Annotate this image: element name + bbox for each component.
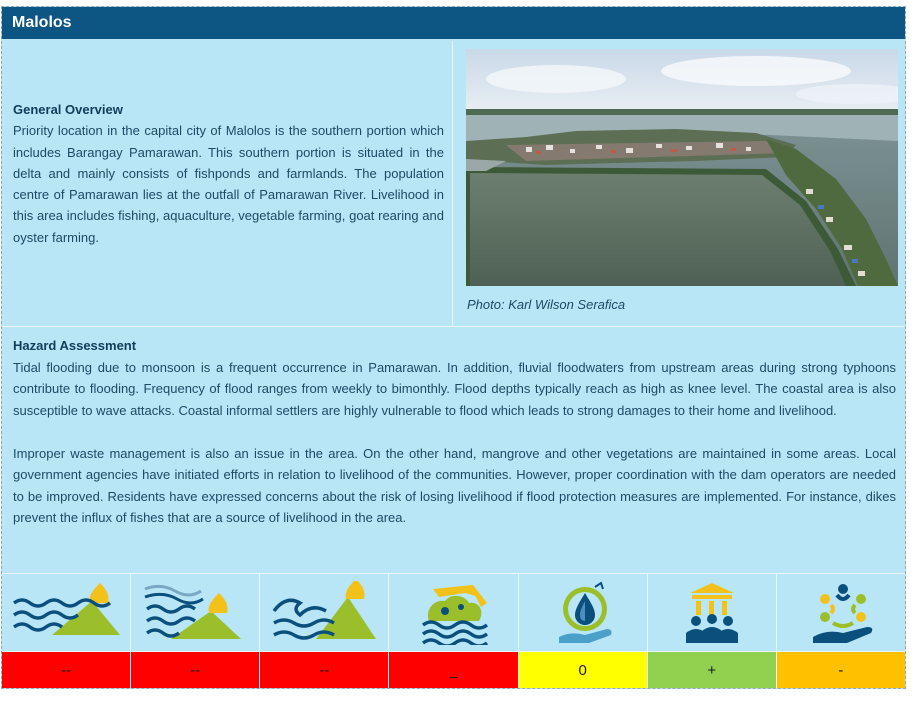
- indicator-icon-row: [2, 573, 905, 651]
- river-flood-icon: [141, 581, 249, 645]
- overview-body: Priority location in the capital city of Malolos is the southern portion which includes Barangay Pamarawan. This southern portion is situated in the delta and mainly consists of fishponds and farmlands. The population centre of Pamarawan lies at the outfall of Pamarawan River. Livelihood in this area includes fishing, aquaculture, vegetable farming, goat rearing and oyster farming.: [13, 123, 444, 245]
- aerial-photo: [466, 49, 898, 286]
- governance-community-icon: [658, 581, 766, 645]
- rating-cell: --: [2, 652, 131, 688]
- rating-cell: --: [260, 652, 389, 688]
- rating-cell: _: [389, 652, 518, 688]
- hazard-paragraph: Improper waste management is also an issue in the area. On the other hand, mangrove and other vegetations are maintained in some areas. Local government agencies have initiated efforts in relation to livelihood of the communities. However, proper coordination with the dam operators are needed to be improved. Residents have expressed concerns about the risk of losing livelihood if flood protection measures are implemented. For instance, dikes prevent the influx of fishes that are a source of livelihood in the area.: [13, 445, 896, 525]
- tidal-flood-icon: [12, 581, 120, 645]
- indicator-cell: [260, 574, 389, 651]
- community-support-icon: [787, 581, 895, 645]
- overview-title: General Overview: [13, 102, 123, 117]
- water-resource-icon: [529, 581, 637, 645]
- hazard-assessment-section: [2, 326, 905, 572]
- hazard-title: Hazard Assessment: [13, 338, 137, 353]
- indicator-cell: [389, 574, 518, 651]
- card-header: [2, 7, 905, 39]
- waste-management-icon: [399, 581, 507, 645]
- indicator-cell: [648, 574, 777, 651]
- indicator-rating-row: [2, 651, 905, 688]
- indicator-cell: [131, 574, 260, 651]
- rating-cell: 0: [519, 652, 648, 688]
- general-overview-section: [2, 41, 453, 326]
- indicator-cell: [777, 574, 905, 651]
- rating-cell: --: [131, 652, 260, 688]
- rating-cell: +: [648, 652, 777, 688]
- indicator-cell: [2, 574, 131, 651]
- indicator-cell: [519, 574, 648, 651]
- wave-attack-icon: [270, 581, 378, 645]
- photo-credit: Photo: Karl Wilson Serafica: [467, 297, 626, 312]
- photo-section: [454, 41, 905, 326]
- location-title: Malolos: [12, 14, 72, 31]
- location-card: [1, 6, 906, 689]
- hazard-paragraph: Tidal flooding due to monsoon is a frequent occurrence in Pamarawan. In addition, fluvial floodwaters from upstream areas during strong typhoons contribute to flooding. Frequency of flood ranges from weekly to bimonthly. Flood depths typically reach as high as knee level. The coastal area is also susceptible to wave attacks. Coastal informal settlers are highly vulnerable to flood which leads to strong damages to their home and livelihood.: [13, 359, 896, 418]
- rating-cell: -: [777, 652, 905, 688]
